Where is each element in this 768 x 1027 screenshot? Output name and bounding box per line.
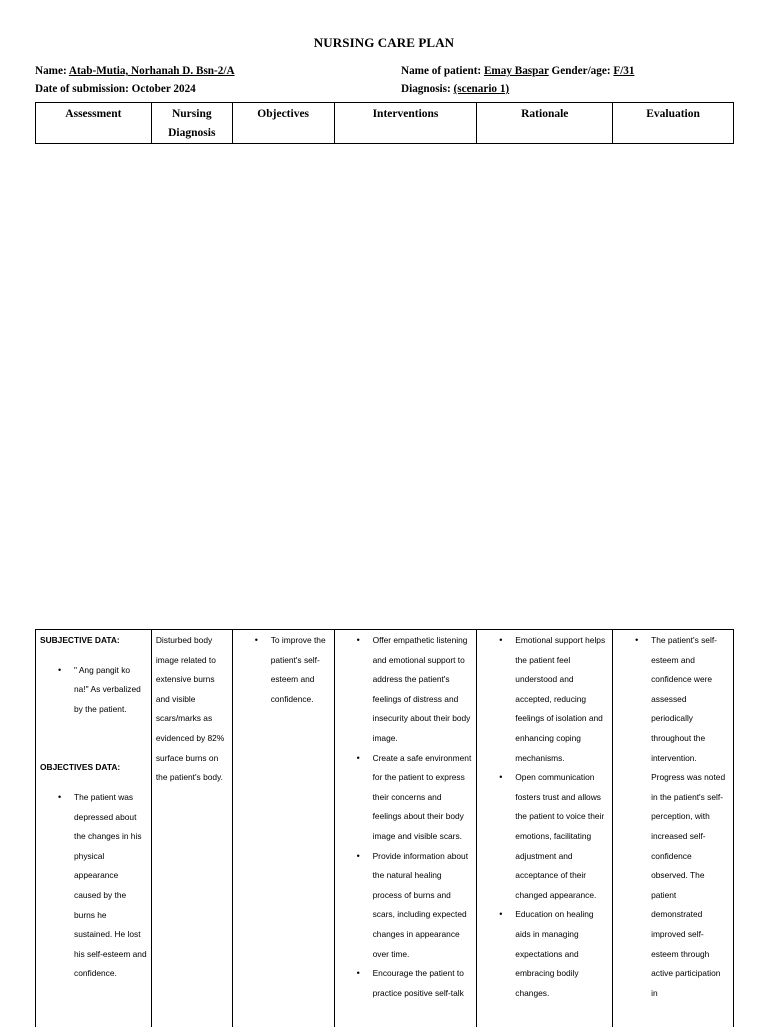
- header-nursing-diagnosis: [151, 103, 232, 144]
- evaluation-list: [617, 631, 729, 1003]
- assessment-cell: [36, 630, 152, 1027]
- rationale-cell: [477, 630, 613, 1027]
- rationale-item: • Open communication fosters trust and allows the patient to voice their emotions, facilitating adjustment and acceptance of their changed appearance.: [481, 768, 608, 905]
- student-name-value: Atab-Mutia, Norhanah D. Bsn-2/A: [69, 65, 235, 77]
- patient-label: Name of patient:: [401, 65, 481, 77]
- care-plan-body-table: [35, 629, 734, 1027]
- objectives-cell: [232, 630, 334, 1027]
- gender-label: Gender/age:: [552, 65, 611, 77]
- interventions-list: [339, 631, 473, 1003]
- header-row: [36, 103, 734, 144]
- intervention-item: • Offer empathetic listening and emotional support to address the patient's feelings of distress and insecurity about their body image.: [339, 631, 473, 749]
- rationale-item: • Education on healing aids in managing expectations and embracing bodily changes.: [481, 905, 608, 1003]
- evaluation-item: • The patient's self-esteem and confidence were assessed periodically throughout the intervention. Progress was noted in the patient's self-perception, with increased self-confidence observed. The patient demonstrated improved self-esteem through active participation in: [617, 631, 729, 1003]
- header-nursing-diagnosis-line2: Diagnosis: [168, 127, 215, 139]
- objective-goal-item: • To improve the patient's self-esteem and confidence.: [237, 631, 330, 709]
- rationale-list: [481, 631, 608, 1003]
- submission-date: Date of submission: October 2024: [35, 83, 196, 95]
- care-plan-header-table: [35, 102, 734, 144]
- subjective-list: [40, 661, 147, 720]
- objective-label: OBJECTIVES DATA:: [40, 758, 147, 778]
- header-evaluation: Evaluation: [613, 103, 734, 144]
- care-plan-row: [36, 630, 734, 1027]
- subjective-label: SUBJECTIVE DATA:: [40, 631, 147, 651]
- gender-age-value: F/31: [613, 65, 634, 77]
- patient-line: [401, 65, 635, 77]
- objectives-list: [237, 631, 330, 709]
- patient-name-value: Emay Baspar: [484, 65, 549, 77]
- interventions-cell: [334, 630, 477, 1027]
- header-objectives: Objectives: [232, 103, 334, 144]
- objective-item: • The patient was depressed about the changes in his physical appearance caused by the burns he sustained. He lost his self-esteem and confidence.: [40, 788, 147, 984]
- diagnosis-label: Diagnosis:: [401, 83, 451, 95]
- student-name-line: [35, 65, 235, 77]
- intervention-item: • Create a safe environment for the patient to express their concerns and feelings about their body image and visible scars.: [339, 749, 473, 847]
- intervention-item: • Provide information about the natural healing process of burns and scars, including expected changes in appearance over time.: [339, 847, 473, 965]
- header-assessment: Assessment: [36, 103, 152, 144]
- header-interventions: Interventions: [334, 103, 477, 144]
- name-label: Name:: [35, 65, 67, 77]
- header-rationale: Rationale: [477, 103, 613, 144]
- evaluation-cell: [613, 630, 734, 1027]
- diagnosis-line: [401, 83, 509, 95]
- subjective-item: • " Ang pangit ko na!" As verbalized by the patient.: [40, 661, 147, 720]
- objective-list: [40, 788, 147, 984]
- diagnosis-value: (scenario 1): [454, 83, 510, 95]
- header-nursing-diagnosis-line1: Nursing: [172, 108, 212, 120]
- intervention-item: • Encourage the patient to practice positive self-talk: [339, 964, 473, 1003]
- document-title: NURSING CARE PLAN: [0, 35, 768, 51]
- nursing-diagnosis-cell: Disturbed body image related to extensive burns and visible scars/marks as evidenced by 82% surface burns on the patient's body.: [151, 630, 232, 1027]
- rationale-item: • Emotional support helps the patient feel understood and accepted, reducing feelings of isolation and enhancing coping mechanisms.: [481, 631, 608, 768]
